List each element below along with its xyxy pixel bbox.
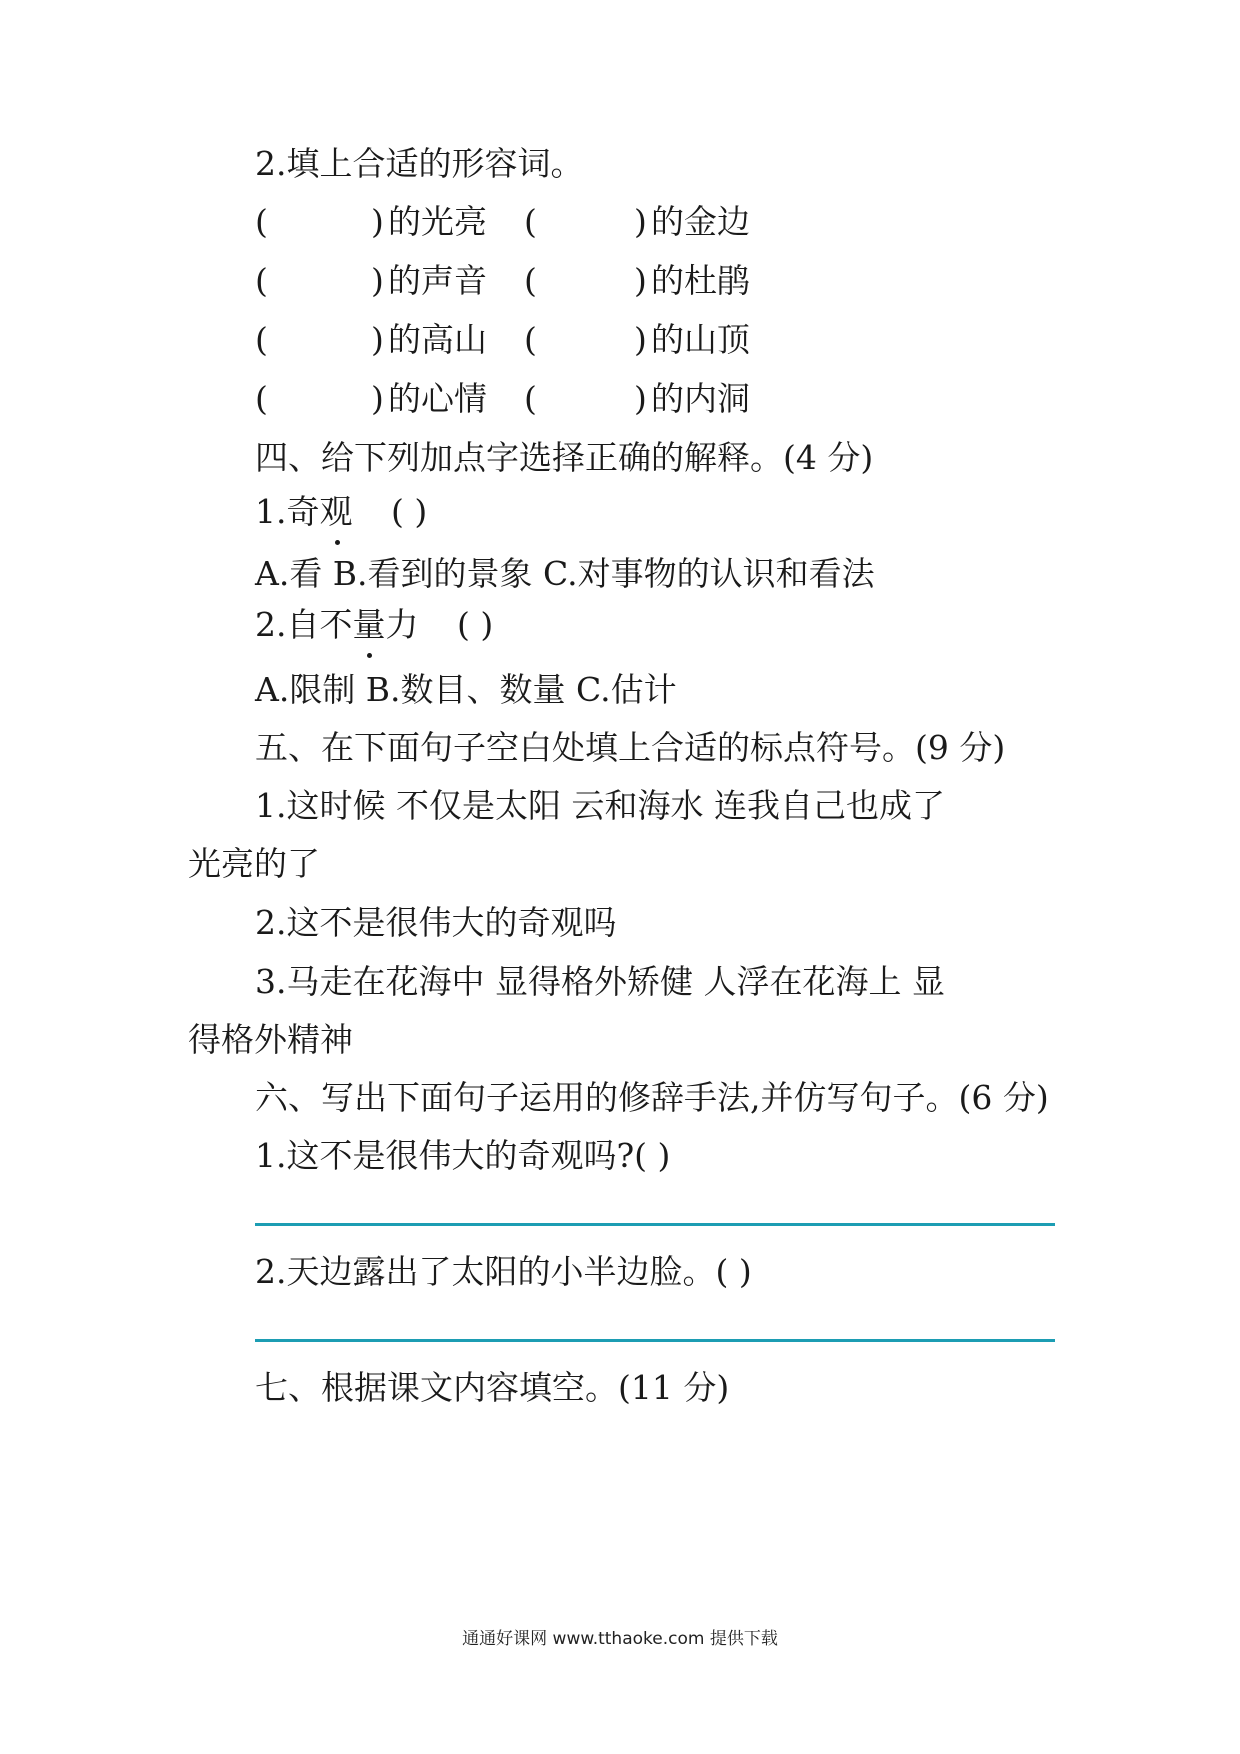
adj-left-noun: 的声音 <box>388 261 487 300</box>
footer-credit: 通通好课网 www.tthaoke.com 提供下载 <box>462 1629 778 1649</box>
adj-right-noun: 的山顶 <box>651 320 750 359</box>
blank-paren-close: ) <box>634 202 647 241</box>
section-5-heading: 五、在下面句子空白处填上合适的标点符号。(9 分) <box>255 728 1006 767</box>
s5-q1-line1: 1.这时候 不仅是太阳 云和海水 连我自己也成了 <box>255 786 945 825</box>
adj-right-noun: 的杜鹃 <box>651 261 750 300</box>
blank-paren-close: ) <box>634 379 647 418</box>
adj-right-noun: 的金边 <box>651 202 750 241</box>
s5-q1-line2: 光亮的了 <box>188 844 320 883</box>
s4-q2-word: 2.自不量力 <box>255 605 419 644</box>
blank-paren-close: ) <box>371 261 384 300</box>
section-7-heading: 七、根据课文内容填空。(11 分) <box>255 1368 730 1407</box>
s5-q3-line2: 得格外精神 <box>188 1020 353 1059</box>
section-4-heading: 四、给下列加点字选择正确的解释。(4 分) <box>255 438 874 477</box>
blank-paren-close: ) <box>634 261 647 300</box>
answer-line <box>255 1223 1055 1226</box>
blank-paren-open: ( <box>524 379 537 418</box>
s4-q1-word: 1.奇观 <box>255 492 353 531</box>
s6-q1: 1.这不是很伟大的奇观吗?( ) <box>255 1136 671 1175</box>
adj-left-noun: 的光亮 <box>388 202 487 241</box>
s4-q1 <box>255 492 428 531</box>
blank-paren-open: ( <box>524 320 537 359</box>
blank-paren-close: ) <box>371 320 384 359</box>
adj-left-noun: 的高山 <box>388 320 487 359</box>
blank-paren-close: ) <box>371 202 384 241</box>
blank-paren-open: ( <box>255 261 268 300</box>
emphasis-dot <box>335 540 340 545</box>
blank-paren-close: ) <box>634 320 647 359</box>
s4-q1-options: A.看 B.看到的景象 C.对事物的认识和看法 <box>255 554 875 593</box>
answer-paren: ( ) <box>391 492 428 531</box>
s5-q2: 2.这不是很伟大的奇观吗 <box>255 903 617 942</box>
q2-title: 2.填上合适的形容词。 <box>255 144 584 183</box>
s6-q2: 2.天边露出了太阳的小半边脸。( ) <box>255 1252 752 1291</box>
blank-paren-open: ( <box>524 202 537 241</box>
blank-paren-open: ( <box>255 320 268 359</box>
s4-q2-options: A.限制 B.数目、数量 C.估计 <box>255 670 677 709</box>
s5-q3-line1: 3.马走在花海中 显得格外矫健 人浮在花海上 显 <box>255 962 945 1001</box>
s4-q2 <box>255 605 494 644</box>
adj-right-noun: 的内洞 <box>651 379 750 418</box>
blank-paren-open: ( <box>524 261 537 300</box>
answer-line <box>255 1339 1055 1342</box>
answer-paren: ( ) <box>457 605 494 644</box>
blank-paren-open: ( <box>255 202 268 241</box>
emphasis-dot <box>367 653 372 658</box>
blank-paren-close: ) <box>371 379 384 418</box>
section-6-heading: 六、写出下面句子运用的修辞手法,并仿写句子。(6 分) <box>255 1078 1049 1117</box>
adj-left-noun: 的心情 <box>388 379 487 418</box>
blank-paren-open: ( <box>255 379 268 418</box>
